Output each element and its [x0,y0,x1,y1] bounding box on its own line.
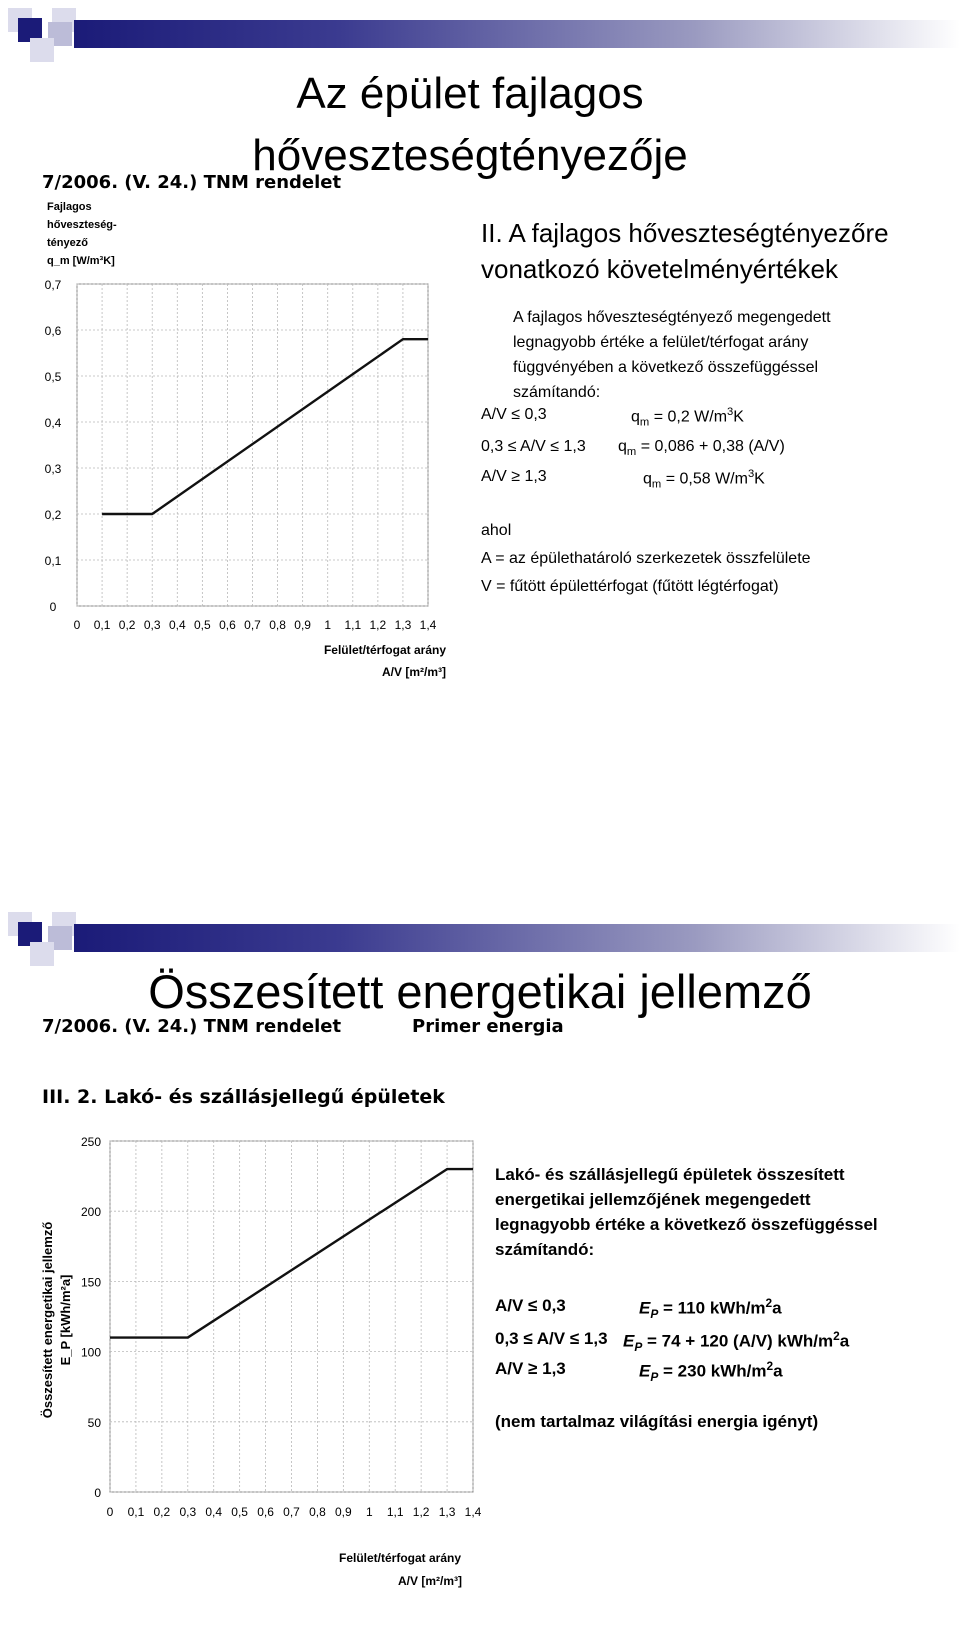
x-tick-label: 1,2 [369,618,387,632]
x-tick-label: 0 [106,1505,114,1519]
x-tick-label: 1,3 [394,618,412,632]
y-tick-label: 200 [80,1205,101,1220]
x-tick-label: 1,1 [386,1505,404,1519]
decree-reference: 7/2006. (V. 24.) TNM rendelet [42,172,342,193]
x-tick-label: 0,3 [143,618,161,632]
subtitle: Primer energia [412,1016,564,1037]
x-tick-label: 1,2 [412,1505,430,1519]
y-axis-label: Összesített energetikai jellemző [40,1221,55,1419]
x-axis-unit: A/V [m²/m³] [382,665,446,679]
formula-condition: A/V ≥ 1,3 [481,468,547,485]
x-axis-label: Felület/térfogat arány [323,643,446,657]
definition-v: V = fűtött épülettérfogat (fűtött légtérfogat) [481,578,779,595]
formula-expression: $q_m = 0,58$ $W/m^3K$ [643,468,765,491]
intro-line: legnagyobb értéke a következő összefüggéssel [495,1215,878,1234]
x-tick-label: 1,4 [464,1505,482,1519]
slide-title-line-1: Az épület fajlagos [296,69,644,118]
x-tick-label: 0,8 [269,618,286,632]
intro-line: energetikai jellemzőjének megengedett [495,1190,811,1209]
x-tick-label: 0,5 [231,1505,248,1519]
y-tick-label: 0,5 [44,370,62,384]
intro-line: A fajlagos hőveszteségtényező megengedett [513,309,831,326]
intro-line: legnagyobb értéke a felület/térfogat arány [513,334,809,351]
x-tick-label: 0,6 [219,618,236,632]
y-tick-label: 100 [80,1345,101,1360]
decree-reference: 7/2006. (V. 24.) TNM rendelet [42,1016,342,1037]
x-tick-label: 1,1 [344,618,362,632]
formula-expression: $q_m = 0,086 + 0,38$ (A/V) [618,438,785,459]
x-axis-label: Felület/térfogat arány [338,1551,462,1565]
section-heading-line-2: vonatkozó követelményértékek [481,254,838,284]
series-line [102,339,428,514]
y-tick-label: 0,1 [44,554,62,568]
y-axis-label: Fajlagos [47,201,92,213]
x-tick-label: 0,5 [194,618,211,632]
y-axis-label: tényező [47,237,88,249]
section-heading-line-1: II. A fajlagos hőveszteségtényezőre [481,218,889,248]
formula-condition: A/V ≤ 0,3 [481,406,547,423]
x-tick-label: 0,2 [118,618,136,632]
intro-line: függvényében a következő összefüggéssel [513,359,819,376]
intro-text [495,1162,878,1262]
y-axis-unit: E_P [kWh/m²a] [58,1274,73,1366]
y-tick-label: 50 [87,1415,101,1430]
intro-line: számítandó: [513,384,601,401]
x-tick-label: 1,4 [419,618,437,632]
slide-energy [0,940,960,1639]
formula-condition: 0,3 ≤ A/V ≤ 1,3 [495,1329,608,1348]
x-tick-label: 0,8 [309,1505,326,1519]
x-tick-label: 0,7 [283,1505,300,1519]
formula-condition: A/V ≤ 0,3 [495,1296,566,1315]
x-tick-label: 0,2 [153,1505,171,1519]
y-tick-label: 250 [80,1135,101,1149]
x-tick-label: 0,9 [294,618,311,632]
x-tick-label: 0,1 [93,618,111,632]
y-tick-label: 0,6 [44,324,62,338]
y-tick-label: 0,4 [44,416,62,430]
x-axis-unit: A/V [m²/m³] [398,1574,462,1588]
x-tick-label: 0,3 [179,1505,197,1519]
x-tick-label: 0,9 [335,1505,352,1519]
intro-text [513,305,831,405]
y-tick-label: 150 [80,1275,101,1290]
formula-expression: $E_P = 74 + 120$ (A/V) kWh/$m^2a$ [623,1329,850,1355]
formula-condition: A/V ≥ 1,3 [495,1359,566,1378]
formula-condition: 0,3 ≤ A/V ≤ 1,3 [481,438,586,455]
x-tick-label: 0,4 [205,1505,223,1519]
slide-title: Összesített energetikai jellemző [148,965,812,1018]
note: (nem tartalmaz világítási energia igényt) [495,1412,819,1431]
formula-expression: $E_P = 230$ kWh/$m^2a$ [639,1359,783,1385]
intro-line: számítandó: [495,1240,595,1259]
intro-line: Lakó- és szállásjellegű épületek összesített [495,1165,845,1184]
y-axis-unit: q_m [W/m³K] [47,255,115,267]
where-label: ahol [481,522,512,539]
section-heading: III. 2. Lakó- és szállásjellegű épületek [42,1086,445,1108]
y-tick-label: 0 [49,600,57,614]
y-tick-label: 0 [94,1486,101,1500]
y-tick-label: 0,7 [44,278,62,292]
x-tick-label: 0,1 [127,1505,145,1519]
x-tick-label: 0,6 [257,1505,274,1519]
formula-expression: $E_P = 110$ kWh/$m^2a$ [639,1296,782,1322]
energy-chart [0,1130,500,1639]
formula-expression: $q_m = 0,2$ $W/m^3K$ [631,406,744,429]
definition-a: A = az épülethatároló szerkezetek összfelülete [481,550,811,567]
x-tick-label: 0,7 [244,618,261,632]
y-axis-label: hőveszteség- [47,219,117,231]
x-tick-label: 1 [365,1505,373,1519]
heat-loss-chart [0,200,470,700]
x-tick-label: 1 [324,618,332,632]
y-tick-label: 0,3 [44,462,62,476]
x-tick-label: 1,3 [438,1505,456,1519]
x-tick-label: 0,4 [168,618,186,632]
x-tick-label: 0 [73,618,81,632]
y-tick-label: 0,2 [44,508,62,522]
slide-title-line-2: hőveszteségtényezője [252,131,688,180]
